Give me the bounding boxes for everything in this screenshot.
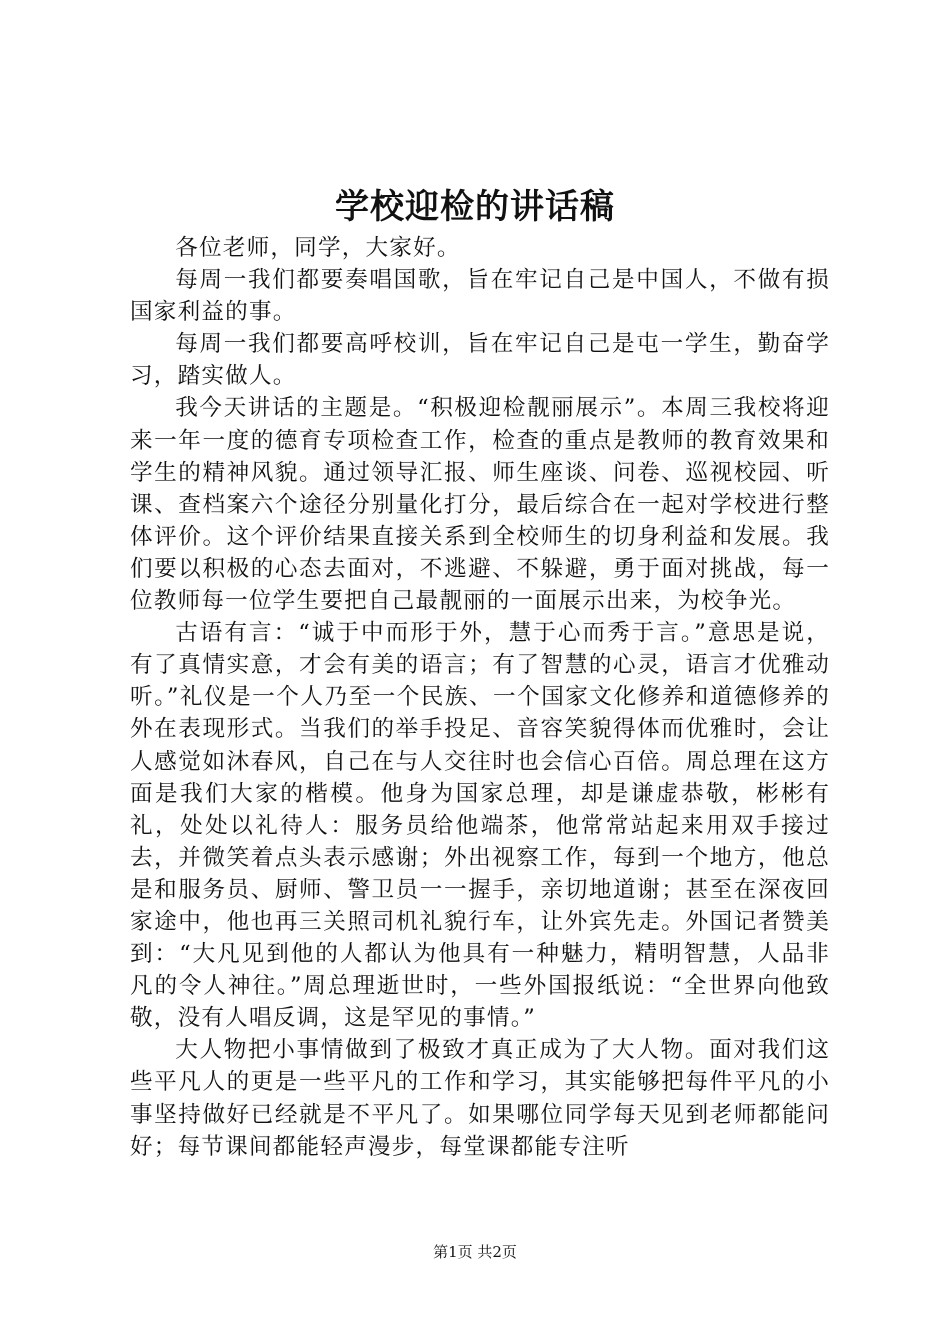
paragraph-etiquette: 古语有言：“诚于中而形于外，慧于心而秀于言。”意思是说，有了真情实意，才会有美的语言；有了智慧的心灵，语言才优雅动听。”礼仪是一个人乃至一个民族、一个国家文化修养和道德修养的外在表现形式。当我们的举手投足、音容笑貌得体而优雅时，会让人感觉如沐春风，自己在与人交往时也会信心百倍。周总理在这方面是我们大家的楷模。他身为国家总理，却是谦虚恭敬，彬彬有礼，处处以礼待人：服务员给他端茶，他常常站起来用双手接过去，并微笑着点头表示感谢；外出视察工作，每到一个地方，他总是和服务员、厨师、警卫员一一握手，亲切地道谢；甚至在深夜回家途中，他也再三关照司机礼貌行车，让外宾先走。外国记者赞美到：“大凡见到他的人都认为他具有一种魅力，精明智慧，人品非凡的令人神往。”周总理逝世时，一些外国报纸说：“全世界向他致敬，没有人唱反调，这是罕见的事情。” [130, 620, 830, 1032]
paragraph-anthem: 每周一我们都要奏唱国歌，旨在牢记自己是中国人，不做有损国家利益的事。 [130, 267, 830, 326]
paragraph-motto: 每周一我们都要高呼校训，旨在牢记自己是屯一学生，勤奋学习，踏实做人。 [130, 331, 830, 390]
document-body [130, 232, 830, 1163]
page-footer: 第1页 共2页 [433, 1243, 517, 1261]
paragraph-theme: 我今天讲话的主题是。“积极迎检靓丽展示”。本周三我校将迎来一年一度的德育专项检查工作，检查的重点是教师的教育效果和学生的精神风貌。通过领导汇报、师生座谈、问卷、巡视校园、听课、查档案六个途径分别量化打分，最后综合在一起对学校进行整体评价。这个评价结果直接关系到全校师生的切身利益和发展。我们要以积极的心态去面对，不逃避、不躲避，勇于面对挑战，每一位教师每一位学生要把自己最靓丽的一面展示出来，为校争光。 [130, 395, 830, 615]
paragraph-small-things: 大人物把小事情做到了极致才真正成为了大人物。面对我们这些平凡人的更是一些平凡的工作和学习，其实能够把每件平凡的小事坚持做好已经就是不平凡了。如果哪位同学每天见到老师都能问好；每节课间都能轻声漫步，每堂课都能专注听 [130, 1037, 830, 1160]
page-title: 学校迎检的讲话稿 [335, 187, 615, 227]
paragraph-greeting: 各位老师，同学，大家好。 [175, 235, 461, 261]
